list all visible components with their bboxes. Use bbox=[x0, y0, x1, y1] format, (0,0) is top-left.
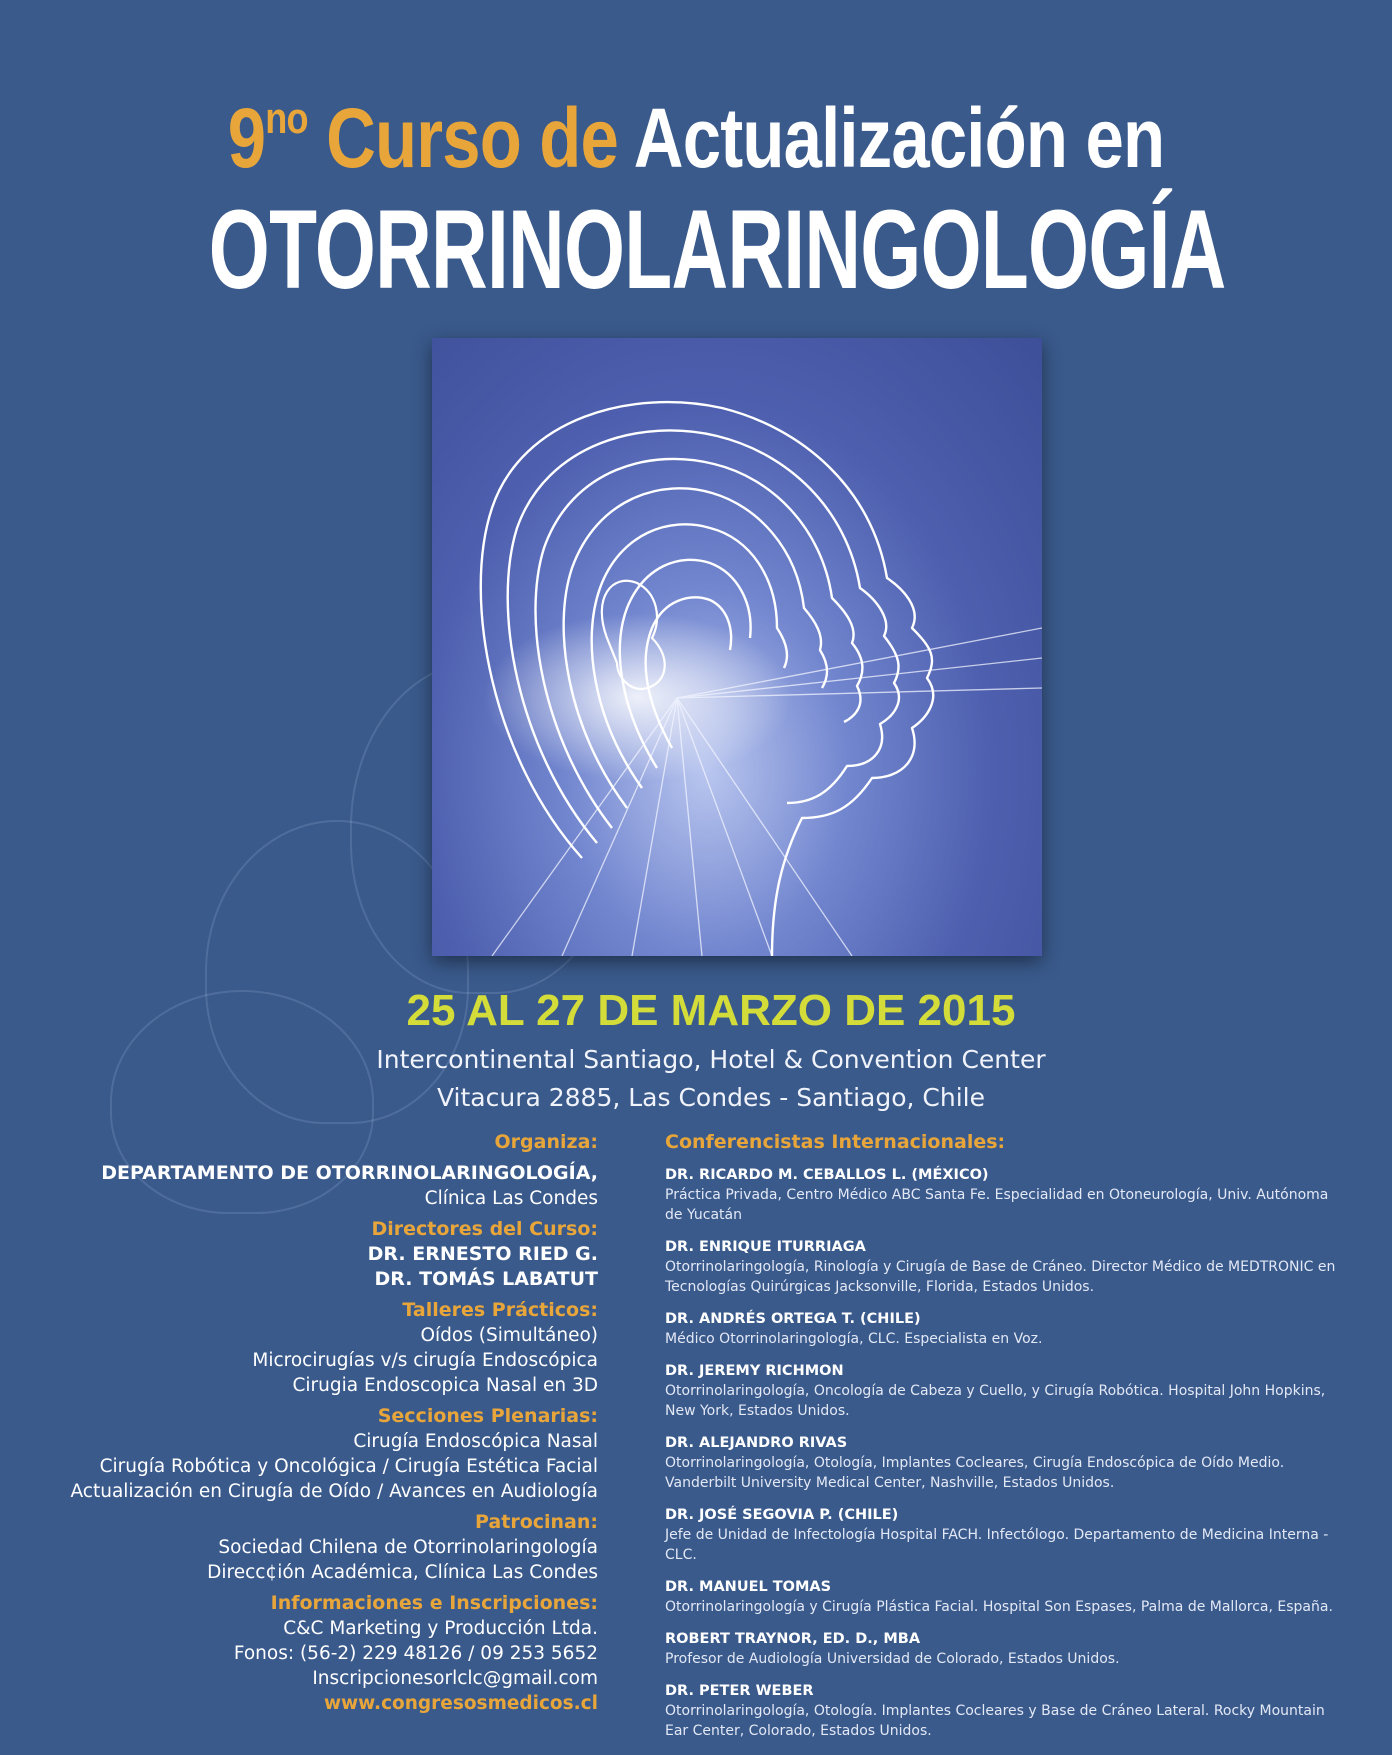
speaker-name: DR. RICARDO M. CEBALLOS L. (MÉXICO) bbox=[665, 1167, 989, 1183]
patrocinan-label: Patrocinan: bbox=[475, 1511, 598, 1533]
title-line-2: OTORRINOLARINGOLOGÍA bbox=[208, 187, 1226, 312]
venue-line-1: Intercontinental Santiago, Hotel & Convention Center bbox=[376, 1045, 1046, 1074]
speaker-item bbox=[665, 1629, 1345, 1669]
title-gold-text: Curso de bbox=[326, 91, 619, 185]
speaker-name: DR. MANUEL TOMAS bbox=[665, 1579, 832, 1595]
speaker-name: DR. JOSÉ SEGOVIA P. (CHILE) bbox=[665, 1507, 899, 1523]
venue-line-2: Vitacura 2885, Las Condes - Santiago, Chile bbox=[436, 1083, 985, 1112]
info-label: Informaciones e Inscripciones: bbox=[270, 1592, 598, 1614]
speaker-name: DR. ANDRÉS ORTEGA T. (CHILE) bbox=[665, 1311, 921, 1327]
speakers-column bbox=[665, 1130, 1345, 1753]
seccion-3: Actualización en Cirugía de Oído / Avances en Audiología bbox=[70, 1481, 598, 1502]
speaker-desc: Otorrinolaringología, Rinología y Cirugía de Base de Cráneo. Director Médico de MEDTRONIC en Tecnologías Quirúrgicas Jacksonville, Florida, Estados Unidos. bbox=[665, 1259, 1336, 1295]
speaker-name: DR. ALEJANDRO RIVAS bbox=[665, 1435, 848, 1451]
info-phones: Fonos: (56-2) 229 48126 / 09 253 5652 bbox=[233, 1643, 598, 1664]
hero-head-illustration bbox=[432, 338, 1042, 956]
left-info-column bbox=[60, 1130, 598, 1716]
directores-label: Directores del Curso: bbox=[371, 1218, 598, 1240]
patrocina-2: Direcc¢ión Académica, Clínica Las Condes bbox=[207, 1562, 598, 1583]
secciones-label: Secciones Plenarias: bbox=[377, 1405, 598, 1427]
speaker-desc: Profesor de Audiología Universidad de Colorado, Estados Unidos. bbox=[665, 1651, 1120, 1667]
speaker-item bbox=[665, 1237, 1345, 1297]
speaker-name: DR. PETER WEBER bbox=[665, 1683, 814, 1699]
taller-3: Cirugia Endoscopica Nasal en 3D bbox=[292, 1375, 598, 1396]
info-email[interactable]: Inscripcionesorlclc@gmail.com bbox=[312, 1668, 598, 1689]
speaker-name: DR. JEREMY RICHMON bbox=[665, 1363, 844, 1379]
head-contour-graphic bbox=[432, 338, 1042, 956]
title-line-1 bbox=[125, 88, 1266, 188]
speaker-desc: Médico Otorrinolaringología, CLC. Especialista en Voz. bbox=[665, 1331, 1043, 1347]
speaker-item bbox=[665, 1361, 1345, 1421]
title-white-text: Actualización en bbox=[633, 91, 1165, 185]
title-ordinal: no bbox=[265, 94, 308, 143]
talleres-label: Talleres Prácticos: bbox=[402, 1299, 598, 1321]
speaker-item bbox=[665, 1577, 1345, 1617]
title-number: 9 bbox=[227, 91, 266, 185]
speaker-desc: Otorrinolaringología, Otología. Implantes Cocleares y Base de Cráneo Lateral. Rocky Mountain Ear Center, Colorado, Estados Unidos. bbox=[665, 1703, 1325, 1739]
speaker-item bbox=[665, 1165, 1345, 1225]
event-date: 25 AL 27 DE MARZO DE 2015 bbox=[406, 986, 1016, 1035]
speaker-name: DR. ENRIQUE ITURRIAGA bbox=[665, 1239, 866, 1255]
seccion-1: Cirugía Endoscópica Nasal bbox=[353, 1431, 598, 1452]
seccion-2: Cirugía Robótica y Oncológica / Cirugía Estética Facial bbox=[99, 1456, 598, 1477]
organiza-name: DEPARTAMENTO DE OTORRINOLARINGOLOGÍA, bbox=[101, 1162, 598, 1184]
speaker-desc: Otorrinolaringología y Cirugía Plástica Facial. Hospital Son Espases, Palma de Mallorca, España. bbox=[665, 1599, 1333, 1615]
info-website-link[interactable]: www.congresosmedicos.cl bbox=[323, 1693, 598, 1714]
speakers-label: Conferencistas Internacionales: bbox=[665, 1131, 1006, 1153]
speaker-desc: Jefe de Unidad de Infectología Hospital FACH. Infectólogo. Departamento de Medicina Interna - CLC. bbox=[665, 1527, 1329, 1563]
speaker-item bbox=[665, 1433, 1345, 1493]
organiza-label: Organiza: bbox=[494, 1131, 598, 1153]
director-2: DR. TOMÁS LABATUT bbox=[374, 1268, 598, 1290]
speaker-desc: Práctica Privada, Centro Médico ABC Santa Fe. Especialidad en Otoneurología, Univ. Autónoma de Yucatán bbox=[665, 1187, 1329, 1223]
patrocina-1: Sociedad Chilena de Otorrinolaringología bbox=[218, 1537, 598, 1558]
speaker-item bbox=[665, 1505, 1345, 1565]
director-1: DR. ERNESTO RIED G. bbox=[367, 1243, 598, 1265]
taller-1: Oídos (Simultáneo) bbox=[420, 1325, 598, 1346]
speaker-name: ROBERT TRAYNOR, ED. D., MBA bbox=[665, 1631, 921, 1647]
organiza-sub: Clínica Las Condes bbox=[424, 1188, 598, 1209]
info-company: C&C Marketing y Producción Ltda. bbox=[283, 1618, 598, 1639]
taller-2: Microcirugías v/s cirugía Endoscópica bbox=[252, 1350, 598, 1371]
speaker-item bbox=[665, 1681, 1345, 1741]
speaker-desc: Otorrinolaringología, Oncología de Cabeza y Cuello, y Cirugía Robótica. Hospital John Hopkins, New York, Estados Unidos. bbox=[665, 1383, 1326, 1419]
speaker-item bbox=[665, 1309, 1345, 1349]
speaker-desc: Otorrinolaringología, Otología, Implantes Cocleares, Cirugía Endoscópica de Oído Medio. Vanderbilt University Medical Center, Nashville, Estados Unidos. bbox=[665, 1455, 1285, 1491]
